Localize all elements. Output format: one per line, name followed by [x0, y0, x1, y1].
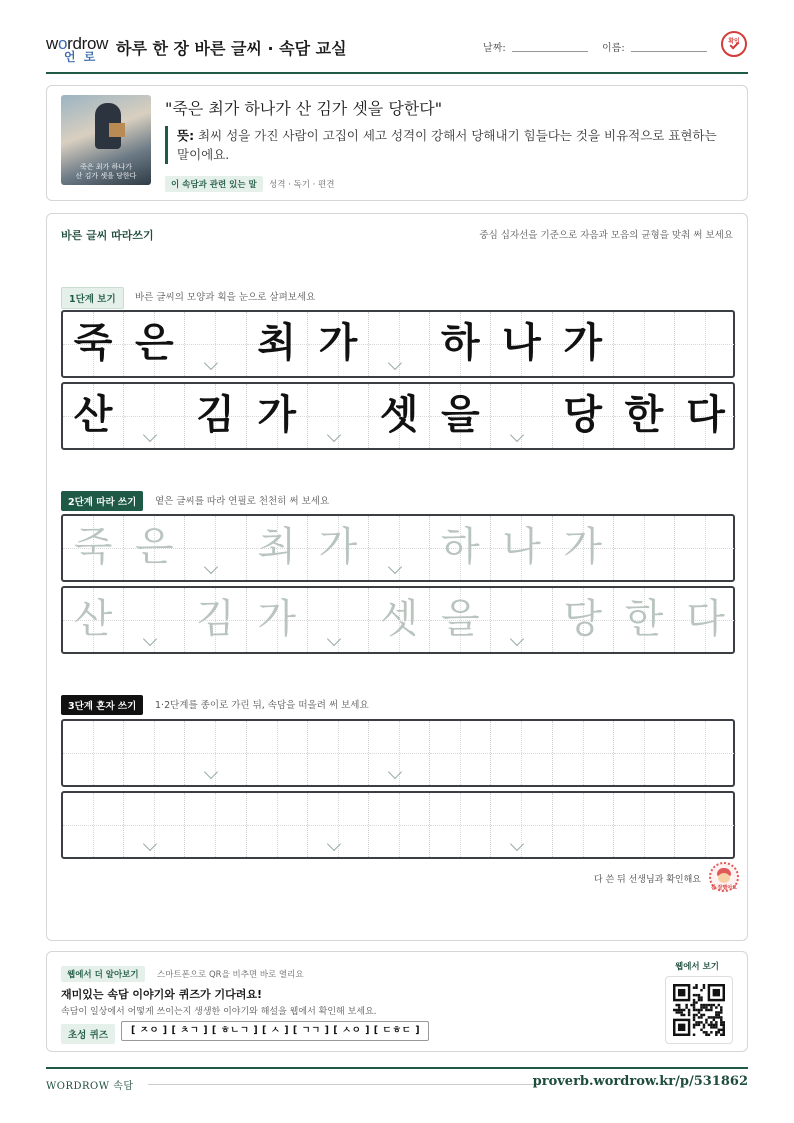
grid-char: 죽	[73, 320, 113, 366]
check-stamp-icon	[721, 31, 747, 57]
grid-cell	[369, 588, 430, 652]
grid-cell	[308, 384, 369, 448]
grid-cell	[124, 384, 185, 448]
grid-char: 나	[502, 320, 541, 366]
footer-brand: WORDROW 속담	[46, 1081, 134, 1092]
grid-cell	[63, 721, 124, 785]
grid-char: 은	[134, 524, 174, 570]
proverb-title: "죽은 최가 하나가 산 김가 셋을 당한다"	[165, 99, 443, 118]
page-title: 하루 한 장 바른 글씨 · 속담 교실	[116, 39, 347, 58]
stamp-label: 확인	[728, 38, 740, 45]
step3-desc: 1·2단계를 종이로 가린 뒤, 속담을 떠올려 써 보세요	[155, 700, 369, 711]
chosung-quiz: [ ㅈㅇ ] [ ㅊㄱ ] [ ㅎㄴㄱ ] [ ㅅ ] [ ㄱㄱ ] [ ㅅㅇ ] [ ㄷㅎㄷ ]	[121, 1021, 429, 1041]
grid-cell	[308, 516, 369, 580]
grid-char: 최	[257, 320, 296, 366]
grid-char: 최	[257, 524, 296, 570]
proverb-thumbnail	[61, 95, 151, 185]
grid-cell	[491, 588, 552, 652]
grid-cell	[614, 312, 675, 376]
grid-cell	[185, 384, 246, 448]
web-headline: 재미있는 속담 이야기와 퀴즈가 기다려요!	[61, 988, 262, 1001]
grid-cell	[675, 516, 736, 580]
grid-char: 가	[318, 320, 358, 366]
grid-char: 산	[73, 392, 113, 438]
grid-cell	[614, 793, 675, 857]
wordrow-logo: wordrow	[46, 34, 109, 53]
grid-char: 을	[440, 392, 480, 438]
done-text: 다 쓴 뒤 선생님과 확인해요	[593, 875, 701, 885]
grid-cell	[369, 384, 430, 448]
grid-cell	[491, 516, 552, 580]
grid-cell	[185, 516, 246, 580]
grid-char: 가	[563, 320, 602, 366]
practice-card	[46, 213, 748, 941]
grid-cell	[124, 793, 185, 857]
quiz-label: 초성 퀴즈	[61, 1024, 115, 1044]
step3-row-1[interactable]	[61, 719, 735, 787]
grid-cell	[124, 721, 185, 785]
grid-cell	[614, 516, 675, 580]
grid-cell	[430, 793, 491, 857]
grid-cell	[308, 312, 369, 376]
web-subtext: 속담이 일상에서 어떻게 쓰이는지 생생한 이야기와 해설을 웹에서 확인해 보세요.	[61, 1007, 377, 1017]
grid-cell	[491, 793, 552, 857]
grid-cell	[430, 384, 491, 448]
grid-cell	[430, 516, 491, 580]
name-field[interactable]	[631, 51, 707, 52]
step1-desc: 바른 글씨의 모양과 획을 눈으로 살펴보세요	[135, 292, 316, 303]
grid-cell	[63, 384, 124, 448]
grid-char: 하	[440, 320, 480, 366]
step1-row-1	[61, 310, 735, 378]
grid-cell	[185, 588, 246, 652]
grid-cell	[369, 516, 430, 580]
grid-cell	[308, 721, 369, 785]
grid-cell	[369, 721, 430, 785]
grid-cell	[491, 312, 552, 376]
grid-char: 가	[318, 524, 358, 570]
teacher-check	[47, 862, 747, 896]
step1-badge: 1단계 보기	[61, 287, 124, 309]
grid-cell	[63, 793, 124, 857]
footer-rule	[46, 1067, 748, 1069]
grid-char: 셋	[379, 596, 419, 642]
grid-cell	[247, 793, 308, 857]
grid-cell	[675, 793, 736, 857]
grid-char: 셋	[379, 392, 419, 438]
grid-cell	[430, 312, 491, 376]
grid-char: 죽	[73, 524, 113, 570]
grid-cell	[185, 312, 246, 376]
name-label: 이름:	[602, 43, 625, 54]
meaning-text: 최씨 성을 가진 사람이 고집이 세고 성격이 강해서 당해내기 힘들다는 것을 비유적으로 표현하는 말이에요.	[177, 128, 717, 162]
grid-char: 가	[563, 524, 602, 570]
grid-char: 당	[563, 392, 602, 438]
grid-char: 다	[686, 392, 725, 438]
grid-cell	[553, 516, 614, 580]
date-field[interactable]	[512, 51, 588, 52]
grid-cell	[247, 588, 308, 652]
grid-cell	[63, 312, 124, 376]
grid-char: 산	[73, 596, 113, 642]
grid-cell	[124, 516, 185, 580]
grid-char: 하	[440, 524, 480, 570]
web-pill: 웹에서 더 알아보기	[61, 966, 145, 982]
step2-row-1[interactable]	[61, 514, 735, 582]
grid-cell	[553, 721, 614, 785]
grid-cell	[247, 312, 308, 376]
grid-cell	[491, 384, 552, 448]
grid-char: 나	[502, 524, 541, 570]
grid-cell	[430, 721, 491, 785]
grid-char: 가	[257, 392, 296, 438]
grid-cell	[614, 588, 675, 652]
grid-cell	[63, 588, 124, 652]
web-card	[46, 951, 748, 1052]
grid-cell	[614, 384, 675, 448]
grid-char: 은	[134, 320, 174, 366]
page-header	[46, 30, 748, 74]
grid-char: 가	[257, 596, 296, 642]
thumbnail-caption: 죽은 최가 하나가 산 김가 셋을 당한다	[75, 163, 137, 180]
logo-subtext: 언 로	[64, 50, 98, 64]
step1-row-2	[61, 382, 735, 450]
grid-char: 당	[563, 596, 602, 642]
web-desc: 스마트폰으로 QR을 비추면 바로 열리요	[157, 970, 304, 980]
grid-cell	[185, 793, 246, 857]
practice-note: 중심 십자선을 기준으로 자음과 모음의 균형을 맞춰 써 보세요	[479, 230, 733, 241]
related-tags: 성격 · 독기 · 편견	[269, 180, 335, 190]
grid-cell	[247, 721, 308, 785]
meaning-label: 뜻:	[177, 128, 195, 143]
proverb-card	[46, 85, 748, 201]
grid-cell	[491, 721, 552, 785]
grid-char: 을	[440, 596, 480, 642]
footer-url[interactable]: proverb.wordrow.kr/p/531862	[532, 1074, 748, 1089]
grid-char: 한	[624, 596, 664, 642]
step3-row-2[interactable]	[61, 791, 735, 859]
grid-cell	[63, 516, 124, 580]
grid-cell	[430, 588, 491, 652]
qr-code[interactable]	[665, 976, 733, 1044]
grid-cell	[308, 793, 369, 857]
grid-char: 다	[686, 596, 725, 642]
grid-cell	[553, 793, 614, 857]
grid-cell	[247, 384, 308, 448]
step3-badge: 3단계 혼자 쓰기	[61, 695, 143, 715]
footer-divider	[148, 1084, 538, 1085]
grid-cell	[185, 721, 246, 785]
grid-cell	[675, 384, 736, 448]
teacher-stamp-icon: 참 잘했어요	[709, 862, 739, 892]
grid-cell	[675, 312, 736, 376]
grid-cell	[308, 588, 369, 652]
grid-cell	[124, 312, 185, 376]
qr-label: 웹에서 보기	[674, 962, 719, 972]
grid-cell	[553, 384, 614, 448]
grid-cell	[553, 312, 614, 376]
grid-cell	[369, 312, 430, 376]
date-label: 날짜:	[483, 43, 506, 54]
qr-code-icon	[673, 984, 725, 1036]
step2-desc: 옅은 글씨를 따라 연필로 천천히 써 보세요	[155, 496, 330, 507]
proverb-meaning	[165, 126, 727, 164]
grid-cell	[675, 721, 736, 785]
step2-badge: 2단계 따라 쓰기	[61, 491, 143, 511]
grid-cell	[675, 588, 736, 652]
practice-title: 바른 글씨 따라쓰기	[61, 229, 154, 242]
grid-cell	[247, 516, 308, 580]
grid-char: 한	[624, 392, 664, 438]
grid-char: 김	[196, 596, 235, 642]
grid-cell	[369, 793, 430, 857]
grid-cell	[614, 721, 675, 785]
grid-cell	[124, 588, 185, 652]
grid-cell	[553, 588, 614, 652]
grid-char: 김	[196, 392, 235, 438]
related-label: 이 속담과 관련 있는 말	[165, 176, 263, 192]
step2-row-2[interactable]	[61, 586, 735, 654]
